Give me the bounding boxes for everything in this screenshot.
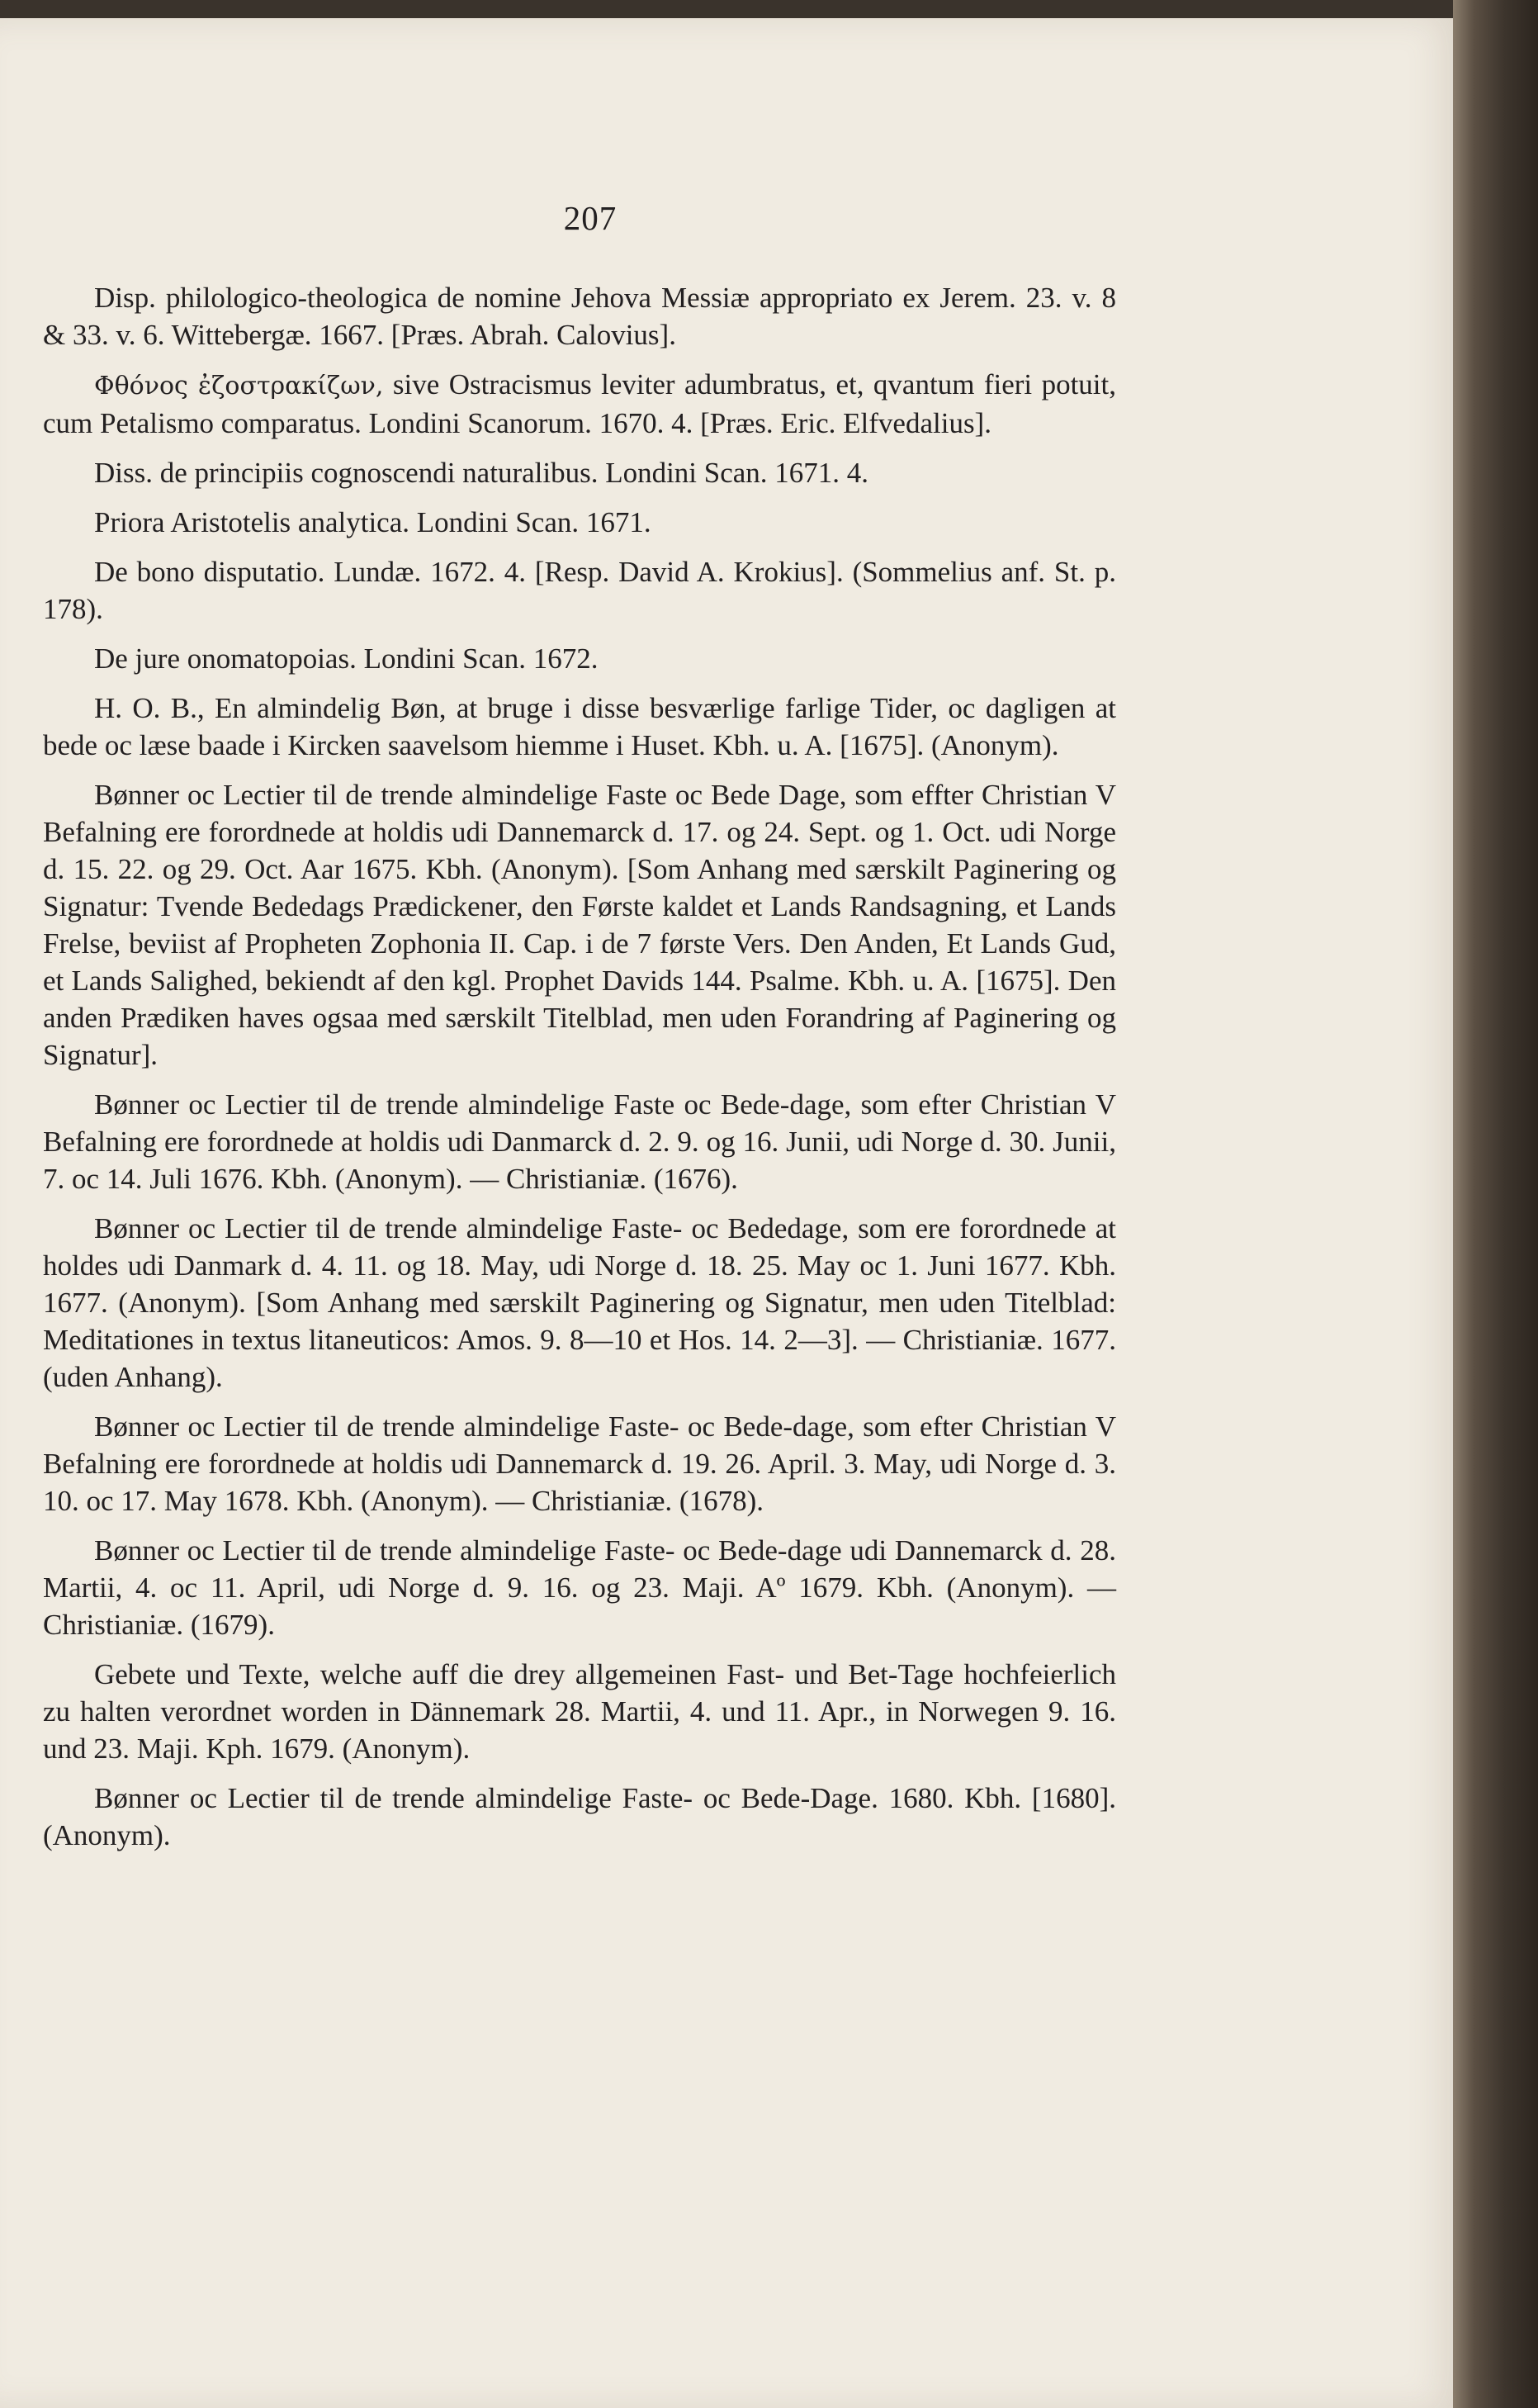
- entry: Bønner oc Lectier til de trende almindelige Faste oc Bede Dage, som effter Christian V Befalning ere forordnede at holdis udi Dannemarck d. 17. og 24. Sept. og 1. Oct. udi Norge d. 15. 22. og 29. Oct. Aar 1675. Kbh. (Anonym). [Som Anhang med særskilt Paginering og Signatur: Tvende Bededags Prædickener, den Første kaldet et Lands Randsagning, et Lands Frelse, beviist af Propheten Zophonia II. Cap. i de 7 første Vers. Den Anden, Et Lands Gud, et Lands Salighed, bekiendt af den kgl. Prophet Davids 144. Psalme. Kbh. u. A. [1675]. Den anden Prædiken haves ogsaa med særskilt Titelblad, men uden Forandring af Paginering og Signatur].: [43, 779, 1116, 1071]
- page-number: 207: [563, 199, 618, 237]
- entry: Priora Aristotelis analytica. Londini Scan. 1671.: [94, 506, 651, 538]
- entry: Gebete und Texte, welche auff die drey allgemeinen Fast- und Bet-Tage hochfeierlich zu halten verordnet worden in Dännemark 28. Martii, 4. und 11. Apr., in Norwegen 9. 16. und 23. Maji. Kph. 1679. (Anonym).: [43, 1658, 1116, 1765]
- entry-text: sive Ostracismus leviter adumbratus, et, qvantum fieri potuit, cum Petalismo comparatus. Londini Scanorum. 1670. 4. [Præs. Eric. Elfvedalius].: [43, 368, 1117, 439]
- entry: Diss. de principiis cognoscendi naturalibus. Londini Scan. 1671. 4.: [94, 457, 869, 489]
- entry: Bønner oc Lectier til de trende almindelige Faste- oc Bede-dage udi Dannemarck d. 28. Martii, 4. oc 11. April, udi Norge d. 9. 16. og 23. Maji. Aº 1679. Kbh. (Anonym). — Christianiæ. (1679).: [43, 1534, 1116, 1641]
- entry: Bønner oc Lectier til de trende almindelige Faste- oc Bede-Dage. 1680. Kbh. [1680]. (Anonym).: [43, 1782, 1116, 1851]
- book-page: [0, 18, 1465, 2408]
- entry: Bønner oc Lectier til de trende almindelige Faste- oc Bededage, som ere forordnede at holdes udi Danmark d. 4. 11. og 18. May, udi Norge d. 18. 25. May oc 1. Juni 1677. Kbh. 1677. (Anonym). [Som Anhang med særskilt Paginering og Signatur, men uden Titelblad: Meditationes in textus litaneuticos: Amos. 9. 8—10 et Hos. 14. 2—3]. — Christianiæ. 1677. (uden Anhang).: [43, 1212, 1116, 1393]
- entry: H. O. B., En almindelig Bøn, at bruge i disse besværlige farlige Tider, oc dagligen at bede oc læse baade i Kircken saavelsom hiemme i Huset. Kbh. u. A. [1675]. (Anonym).: [43, 692, 1116, 761]
- entry: Bønner oc Lectier til de trende almindelige Faste- oc Bede-dage, som efter Christian V Befalning ere forordnede at holdis udi Dannemarck d. 19. 26. April. 3. May, udi Norge d. 3. 10. oc 17. May 1678. Kbh. (Anonym). — Christianiæ. (1678).: [43, 1410, 1116, 1517]
- entry: De bono disputatio. Lundæ. 1672. 4. [Resp. David A. Krokius]. (Sommelius anf. St. p. 178).: [43, 556, 1116, 625]
- entry: Disp. philologico-theologica de nomine Jehova Messiæ appropriato ex Jerem. 23. v. 8 & 33. v. 6. Wittebergæ. 1667. [Præs. Abrah. Calovius].: [43, 282, 1116, 351]
- entry: Bønner oc Lectier til de trende almindelige Faste oc Bede-dage, som efter Christian V Befalning ere forordnede at holdis udi Danmarck d. 2. 9. og 16. Junii, udi Norge d. 30. Junii, 7. oc 14. Juli 1676. Kbh. (Anonym). — Christianiæ. (1676).: [43, 1088, 1116, 1195]
- page-edge: [1453, 0, 1538, 2408]
- bibliography-text: [43, 279, 1116, 1866]
- greek-title: Φθόνος ἐζοστρακίζων,: [94, 372, 384, 401]
- entry: [43, 366, 1116, 442]
- entry: De jure onomatopoias. Londini Scan. 1672.: [94, 642, 599, 675]
